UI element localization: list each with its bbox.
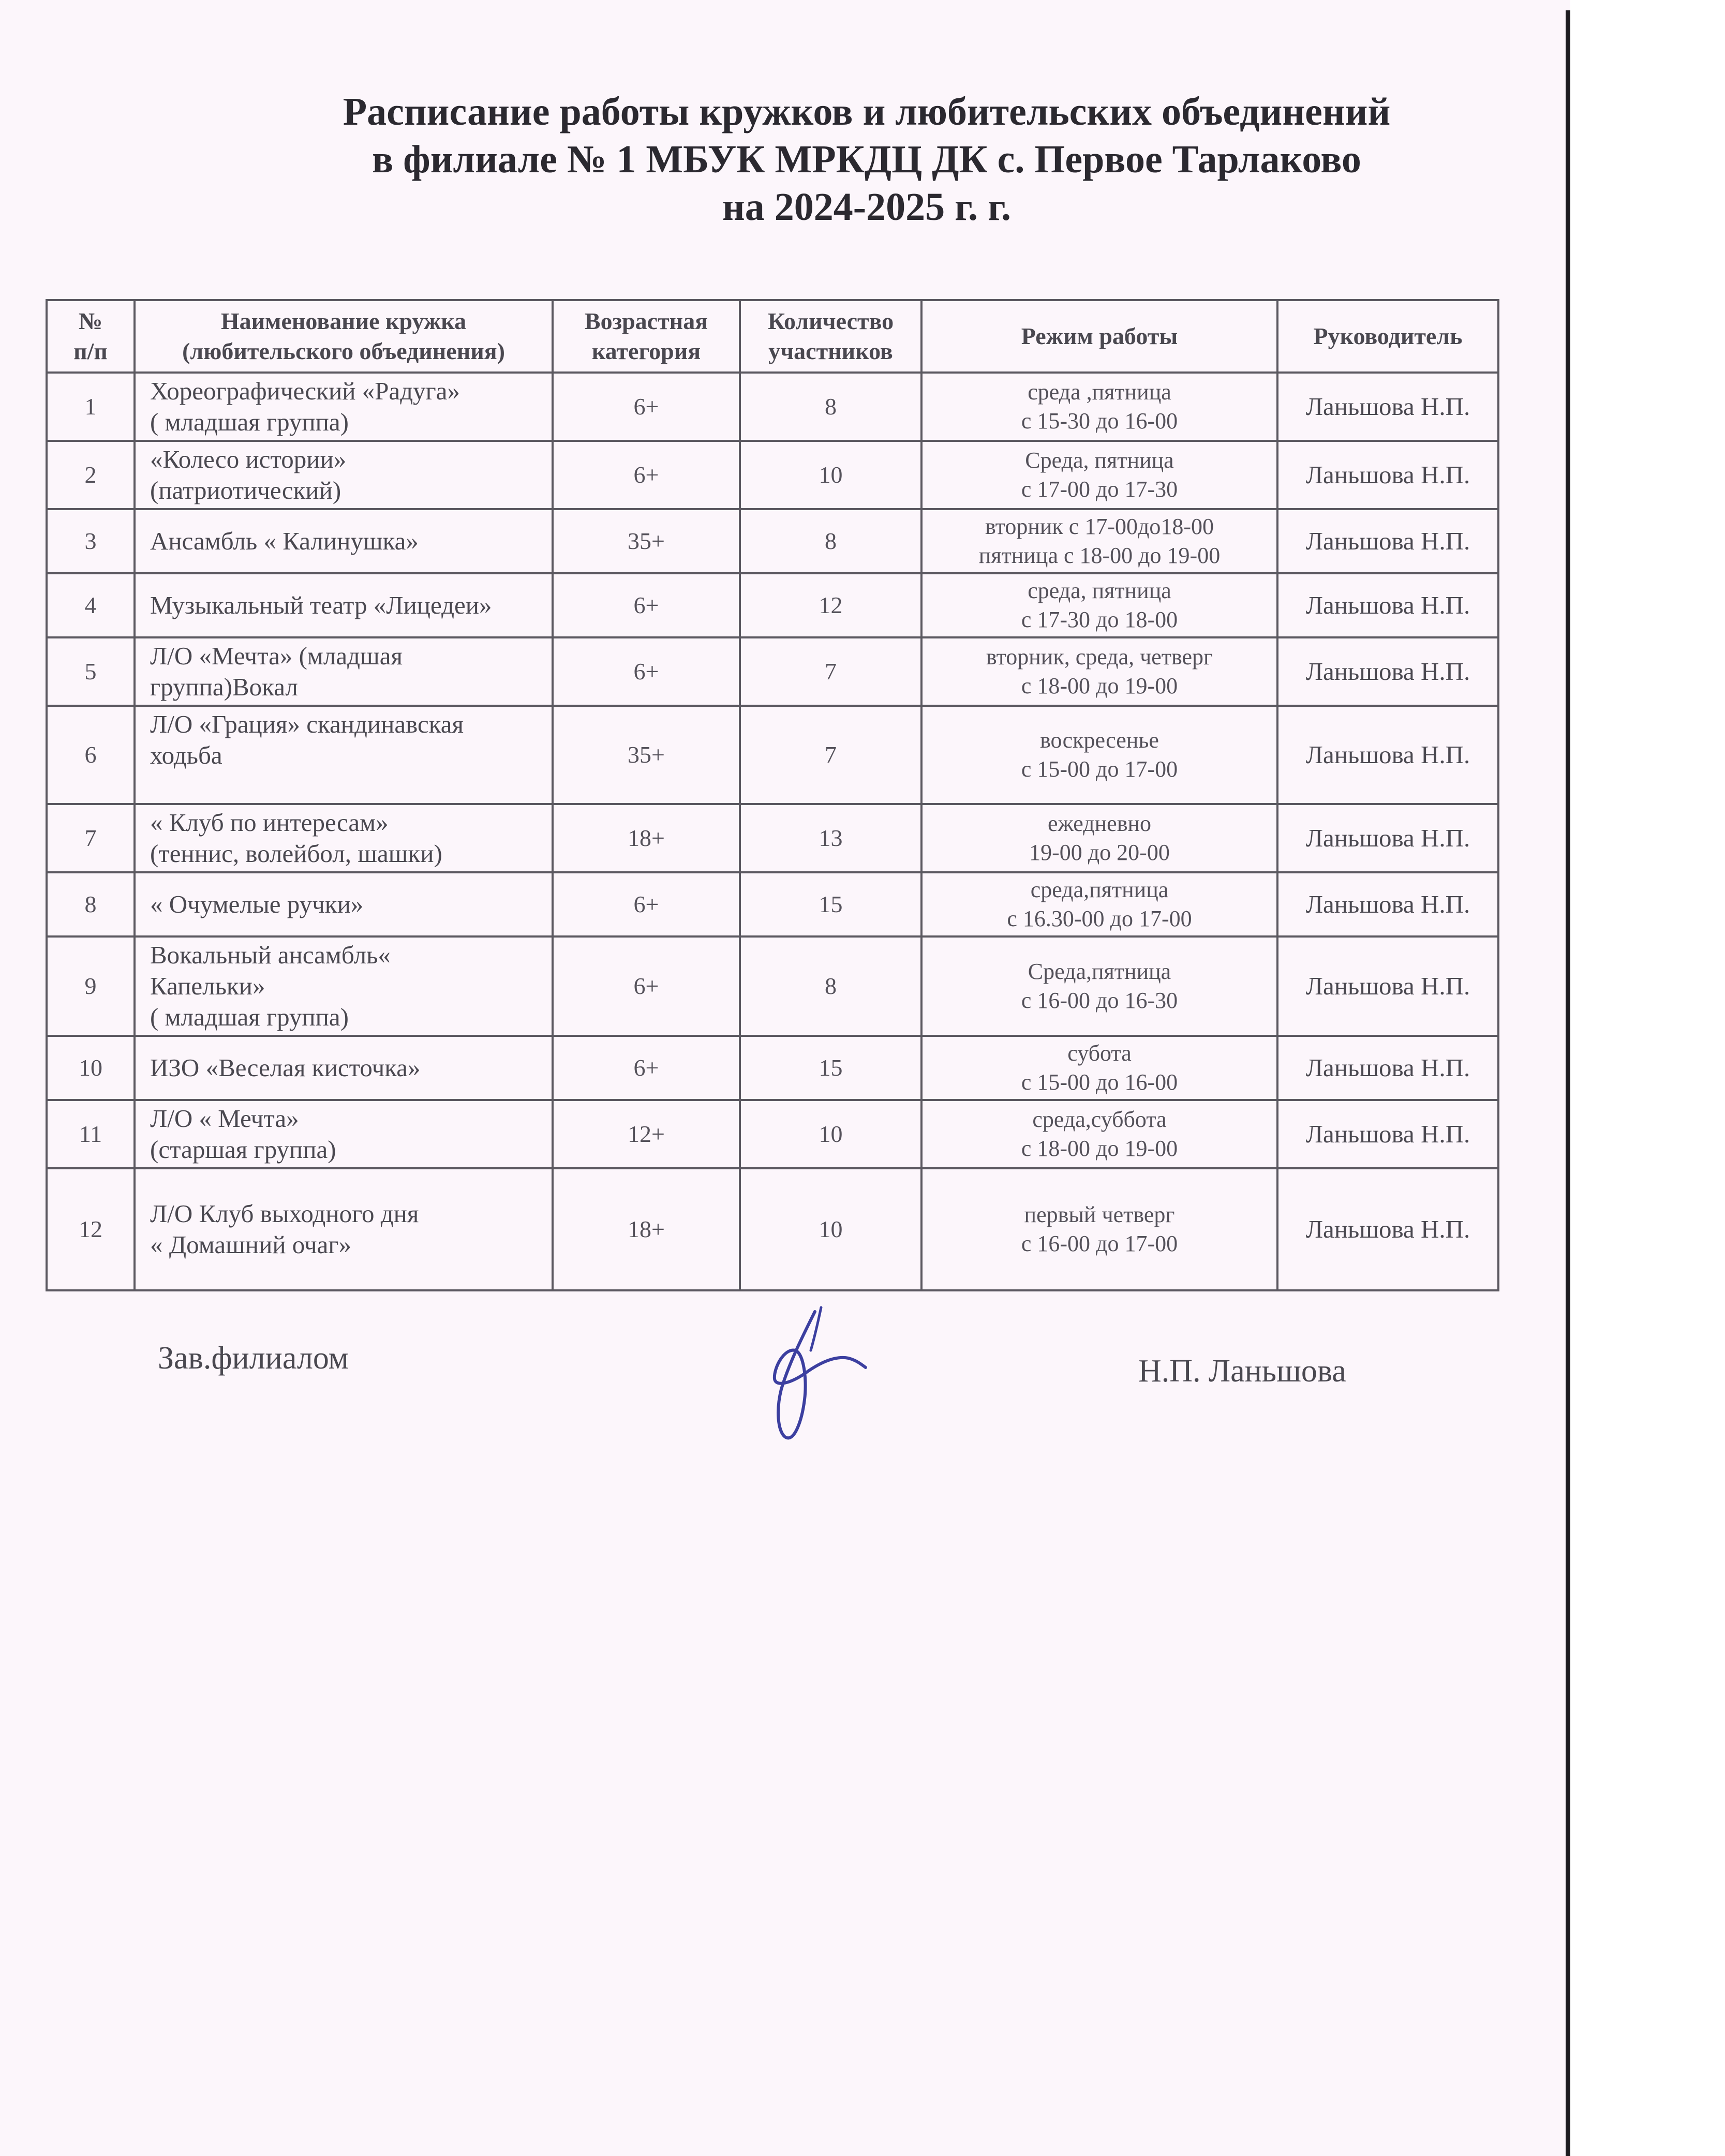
cell-age: 6+ <box>553 441 740 509</box>
cell-schedule: Среда, пятница с 17-00 до 17-30 <box>921 441 1277 509</box>
cell-schedule: среда ,пятница с 15-30 до 16-00 <box>921 373 1277 441</box>
cell-schedule: первый четверг с 16-00 до 17-00 <box>921 1168 1277 1290</box>
cell-leader: Ланьшова Н.П. <box>1277 804 1498 872</box>
cell-age: 18+ <box>553 804 740 872</box>
cell-name: ИЗО «Веселая кисточка» <box>135 1036 553 1100</box>
title-line-2: в филиале № 1 МБУК МРКДЦ ДК с. Первое Тарлаково <box>372 138 1361 181</box>
cell-num: 3 <box>47 509 135 573</box>
cell-num: 1 <box>47 373 135 441</box>
title-line-1: Расписание работы кружков и любительских объединений <box>343 90 1391 133</box>
header-count: Количество участников <box>740 300 921 373</box>
cell-leader: Ланьшова Н.П. <box>1277 441 1498 509</box>
table-row <box>47 1100 1498 1168</box>
cell-num: 5 <box>47 637 135 706</box>
table-row <box>47 441 1498 509</box>
cell-name: «Колесо истории» (патриотический) <box>135 441 553 509</box>
cell-count: 7 <box>740 637 921 706</box>
cell-age: 35+ <box>553 509 740 573</box>
cell-name: Л/О « Мечта» (старшая группа) <box>135 1100 553 1168</box>
cell-leader: Ланьшова Н.П. <box>1277 936 1498 1036</box>
cell-count: 15 <box>740 872 921 936</box>
cell-age: 12+ <box>553 1100 740 1168</box>
signer-position: Зав.филиалом <box>158 1341 349 1376</box>
cell-age: 6+ <box>553 573 740 637</box>
cell-leader: Ланьшова Н.П. <box>1277 373 1498 441</box>
cell-count: 8 <box>740 936 921 1036</box>
cell-count: 10 <box>740 1168 921 1290</box>
cell-count: 13 <box>740 804 921 872</box>
cell-num: 9 <box>47 936 135 1036</box>
cell-count: 12 <box>740 573 921 637</box>
cell-leader: Ланьшова Н.П. <box>1277 706 1498 804</box>
header-num: № п/п <box>47 300 135 373</box>
cell-leader: Ланьшова Н.П. <box>1277 1100 1498 1168</box>
cell-count: 10 <box>740 441 921 509</box>
signer-name: Н.П. Ланьшова <box>1138 1354 1346 1389</box>
cell-num: 12 <box>47 1168 135 1290</box>
cell-name: Вокальный ансамбль« Капельки» ( младшая группа) <box>135 936 553 1036</box>
cell-age: 6+ <box>553 373 740 441</box>
cell-name: « Очумелые ручки» <box>135 872 553 936</box>
schedule-table <box>46 299 1499 1291</box>
cell-name: Музыкальный театр «Лицедеи» <box>135 573 553 637</box>
cell-age: 18+ <box>553 1168 740 1290</box>
table-row <box>47 509 1498 573</box>
cell-count: 15 <box>740 1036 921 1100</box>
header-leader: Руководитель <box>1277 300 1498 373</box>
cell-schedule: субота с 15-00 до 16-00 <box>921 1036 1277 1100</box>
cell-leader: Ланьшова Н.П. <box>1277 573 1498 637</box>
scan-edge <box>1566 10 1570 2156</box>
cell-leader: Ланьшова Н.П. <box>1277 872 1498 936</box>
cell-count: 8 <box>740 373 921 441</box>
table-row <box>47 804 1498 872</box>
scan-margin <box>1570 0 1725 2156</box>
cell-schedule: среда,пятница с 16.30-00 до 17-00 <box>921 872 1277 936</box>
table-row <box>47 1168 1498 1290</box>
cell-age: 35+ <box>553 706 740 804</box>
cell-num: 2 <box>47 441 135 509</box>
cell-age: 6+ <box>553 1036 740 1100</box>
cell-num: 4 <box>47 573 135 637</box>
cell-schedule: среда, пятница с 17-30 до 18-00 <box>921 573 1277 637</box>
cell-num: 7 <box>47 804 135 872</box>
cell-schedule: воскресенье с 15-00 до 17-00 <box>921 706 1277 804</box>
cell-leader: Ланьшова Н.П. <box>1277 1036 1498 1100</box>
header-schedule: Режим работы <box>921 300 1277 373</box>
cell-name: « Клуб по интересам» (теннис, волейбол, шашки) <box>135 804 553 872</box>
cell-num: 8 <box>47 872 135 936</box>
table-row <box>47 1036 1498 1100</box>
cell-age: 6+ <box>553 872 740 936</box>
cell-count: 7 <box>740 706 921 804</box>
cell-leader: Ланьшова Н.П. <box>1277 637 1498 706</box>
cell-num: 6 <box>47 706 135 804</box>
cell-age: 6+ <box>553 637 740 706</box>
table-row <box>47 706 1498 804</box>
cell-leader: Ланьшова Н.П. <box>1277 509 1498 573</box>
cell-name: Л/О Клуб выходного дня « Домашний очаг» <box>135 1168 553 1290</box>
cell-name: Ансамбль « Калинушка» <box>135 509 553 573</box>
table-row <box>47 872 1498 936</box>
cell-age: 6+ <box>553 936 740 1036</box>
cell-count: 8 <box>740 509 921 573</box>
cell-schedule: вторник, среда, четверг с 18-00 до 19-00 <box>921 637 1277 706</box>
cell-leader: Ланьшова Н.П. <box>1277 1168 1498 1290</box>
table-row <box>47 637 1498 706</box>
header-name: Наименование кружка (любительского объединения) <box>135 300 553 373</box>
document-title <box>155 88 1578 231</box>
cell-name: Л/О «Грация» скандинавская ходьба <box>135 706 553 804</box>
cell-schedule: Среда,пятница с 16-00 до 16-30 <box>921 936 1277 1036</box>
table-row <box>47 573 1498 637</box>
cell-name: Хореографический «Радуга» ( младшая группа) <box>135 373 553 441</box>
cell-num: 10 <box>47 1036 135 1100</box>
table-row <box>47 373 1498 441</box>
cell-schedule: вторник с 17-00до18-00 пятница с 18-00 до 19-00 <box>921 509 1277 573</box>
cell-schedule: среда,суббота с 18-00 до 19-00 <box>921 1100 1277 1168</box>
cell-count: 10 <box>740 1100 921 1168</box>
table-header-row <box>47 300 1498 373</box>
signature-icon <box>753 1301 887 1449</box>
cell-num: 11 <box>47 1100 135 1168</box>
cell-schedule: ежедневно 19-00 до 20-00 <box>921 804 1277 872</box>
header-age: Возрастная категория <box>553 300 740 373</box>
cell-name: Л/О «Мечта» (младшая группа)Вокал <box>135 637 553 706</box>
table-row <box>47 936 1498 1036</box>
title-line-3: на 2024-2025 г. г. <box>722 185 1011 229</box>
